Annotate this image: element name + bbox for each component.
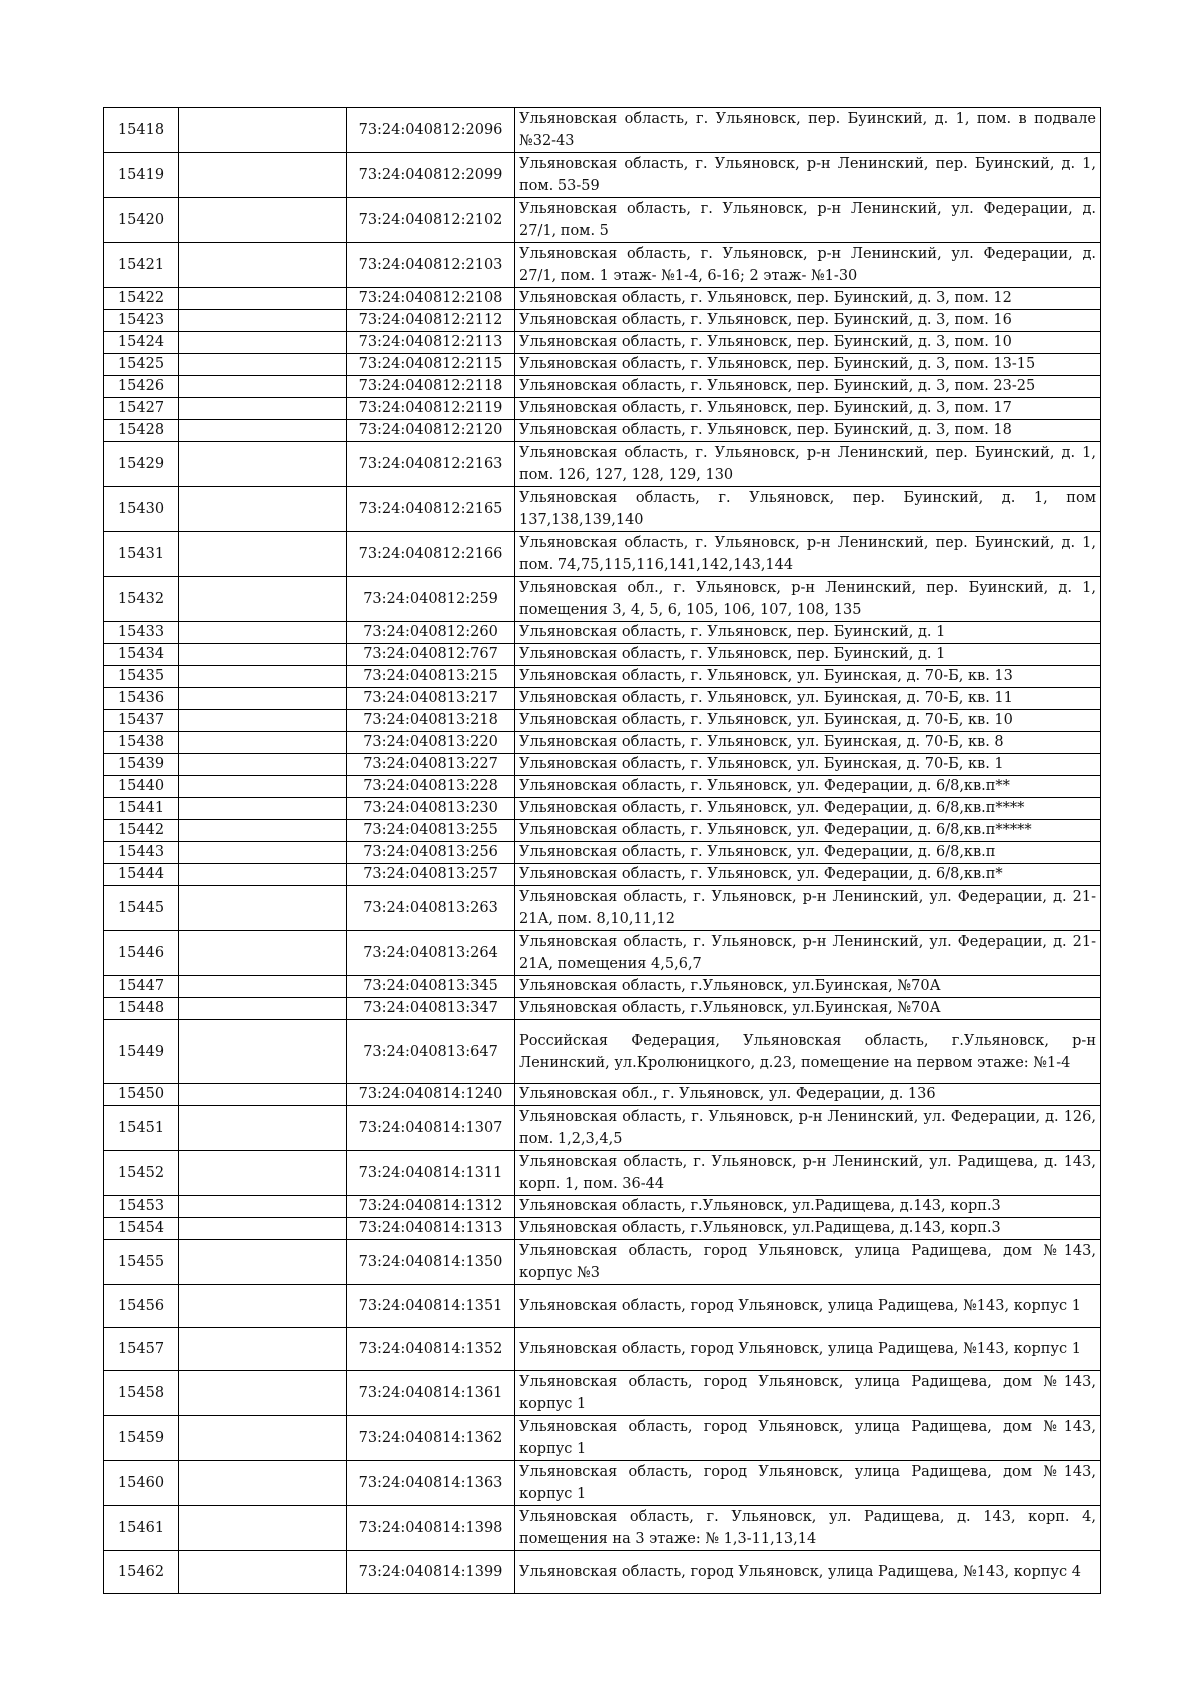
address: Ульяновская область, город Ульяновск, улица Радищева, №143, корпус 1 xyxy=(515,1285,1101,1328)
address: Ульяновская область, г. Ульяновск, ул. Буинская, д. 70-Б, кв. 10 xyxy=(515,710,1101,732)
address: Ульяновская область, г. Ульяновск, пер. Буинский, д. 3, пом. 10 xyxy=(515,332,1101,354)
empty-cell xyxy=(179,622,347,644)
empty-cell xyxy=(179,776,347,798)
address: Ульяновская область, г.Ульяновск, ул.Буинская, №70А xyxy=(515,998,1101,1020)
row-number: 15448 xyxy=(104,998,179,1020)
table-row xyxy=(104,666,1101,688)
empty-cell xyxy=(179,688,347,710)
cadastral-number: 73:24:040812:2102 xyxy=(347,198,515,243)
cadastral-number: 73:24:040812:2165 xyxy=(347,487,515,532)
cadastral-number: 73:24:040814:1311 xyxy=(347,1151,515,1196)
address: Ульяновская область, г. Ульяновск, ул. Буинская, д. 70-Б, кв. 1 xyxy=(515,754,1101,776)
cadastral-number: 73:24:040814:1399 xyxy=(347,1551,515,1594)
empty-cell xyxy=(179,108,347,153)
cadastral-number: 73:24:040812:2120 xyxy=(347,420,515,442)
cadastral-number: 73:24:040813:230 xyxy=(347,798,515,820)
address: Ульяновская область, г. Ульяновск, р-н Ленинский, ул. Федерации, д. 27/1, пом. 1 этаж- №1-4, 6-16; 2 этаж- №1-30 xyxy=(515,243,1101,288)
cadastral-number: 73:24:040814:1362 xyxy=(347,1416,515,1461)
cadastral-number: 73:24:040814:1363 xyxy=(347,1461,515,1506)
cadastral-number: 73:24:040812:2119 xyxy=(347,398,515,420)
cadastral-number: 73:24:040812:2112 xyxy=(347,310,515,332)
cadastral-number: 73:24:040813:217 xyxy=(347,688,515,710)
registry-table-body xyxy=(104,108,1101,1594)
cadastral-number: 73:24:040812:2163 xyxy=(347,442,515,487)
empty-cell xyxy=(179,577,347,622)
address: Ульяновская область, г. Ульяновск, пер. Буинский, д. 1, пом. в подвале №32-43 xyxy=(515,108,1101,153)
row-number: 15436 xyxy=(104,688,179,710)
address: Ульяновская область, г. Ульяновск, ул. Федерации, д. 6/8,кв.п***** xyxy=(515,820,1101,842)
address: Ульяновская обл., г. Ульяновск, ул. Федерации, д. 136 xyxy=(515,1084,1101,1106)
table-row xyxy=(104,420,1101,442)
empty-cell xyxy=(179,1461,347,1506)
table-row xyxy=(104,577,1101,622)
address: Ульяновская область, г. Ульяновск, ул. Буинская, д. 70-Б, кв. 11 xyxy=(515,688,1101,710)
row-number: 15461 xyxy=(104,1506,179,1551)
table-row xyxy=(104,1371,1101,1416)
cadastral-number: 73:24:040814:1307 xyxy=(347,1106,515,1151)
address: Ульяновская область, г.Ульяновск, ул.Буинская, №70А xyxy=(515,976,1101,998)
row-number: 15438 xyxy=(104,732,179,754)
cadastral-number: 73:24:040814:1351 xyxy=(347,1285,515,1328)
address: Ульяновская область, г. Ульяновск, пер. Буинский, д. 3, пом. 16 xyxy=(515,310,1101,332)
table-row xyxy=(104,1218,1101,1240)
row-number: 15447 xyxy=(104,976,179,998)
row-number: 15445 xyxy=(104,886,179,931)
empty-cell xyxy=(179,420,347,442)
empty-cell xyxy=(179,754,347,776)
address: Ульяновская область, г. Ульяновск, ул. Федерации, д. 6/8,кв.п**** xyxy=(515,798,1101,820)
row-number: 15425 xyxy=(104,354,179,376)
empty-cell xyxy=(179,886,347,931)
row-number: 15456 xyxy=(104,1285,179,1328)
row-number: 15420 xyxy=(104,198,179,243)
empty-cell xyxy=(179,1551,347,1594)
address: Ульяновская область, г. Ульяновск, р-н Ленинский, пер. Буинский, д. 1, пом. 53-59 xyxy=(515,153,1101,198)
row-number: 15443 xyxy=(104,842,179,864)
table-row xyxy=(104,153,1101,198)
empty-cell xyxy=(179,288,347,310)
cadastral-number: 73:24:040812:2103 xyxy=(347,243,515,288)
table-row xyxy=(104,1020,1101,1084)
address: Российская Федерация, Ульяновская область, г.Ульяновск, р-н Ленинский, ул.Кролюницкого, д.23, помещение на первом этаже: №1-4 xyxy=(515,1020,1101,1084)
cadastral-number: 73:24:040813:647 xyxy=(347,1020,515,1084)
row-number: 15418 xyxy=(104,108,179,153)
table-row xyxy=(104,820,1101,842)
table-row xyxy=(104,532,1101,577)
address: Ульяновская область, г. Ульяновск, р-н Ленинский, ул. Федерации, д. 21-21А, помещения 4,5,6,7 xyxy=(515,931,1101,976)
table-row xyxy=(104,842,1101,864)
row-number: 15442 xyxy=(104,820,179,842)
row-number: 15421 xyxy=(104,243,179,288)
cadastral-number: 73:24:040813:215 xyxy=(347,666,515,688)
cadastral-number: 73:24:040813:218 xyxy=(347,710,515,732)
row-number: 15460 xyxy=(104,1461,179,1506)
row-number: 15426 xyxy=(104,376,179,398)
table-row xyxy=(104,1328,1101,1371)
row-number: 15424 xyxy=(104,332,179,354)
row-number: 15419 xyxy=(104,153,179,198)
address: Ульяновская область, г. Ульяновск, пер. Буинский, д. 3, пом. 17 xyxy=(515,398,1101,420)
cadastral-number: 73:24:040812:2099 xyxy=(347,153,515,198)
table-row xyxy=(104,622,1101,644)
cadastral-number: 73:24:040814:1352 xyxy=(347,1328,515,1371)
table-row xyxy=(104,998,1101,1020)
row-number: 15430 xyxy=(104,487,179,532)
address: Ульяновская область, г. Ульяновск, ул. Буинская, д. 70-Б, кв. 13 xyxy=(515,666,1101,688)
address: Ульяновская область, город Ульяновск, улица Радищева, дом №143, корпус №3 xyxy=(515,1240,1101,1285)
row-number: 15423 xyxy=(104,310,179,332)
row-number: 15429 xyxy=(104,442,179,487)
row-number: 15428 xyxy=(104,420,179,442)
cadastral-number: 73:24:040814:1398 xyxy=(347,1506,515,1551)
table-row xyxy=(104,398,1101,420)
row-number: 15446 xyxy=(104,931,179,976)
cadastral-number: 73:24:040812:2118 xyxy=(347,376,515,398)
row-number: 15449 xyxy=(104,1020,179,1084)
cadastral-number: 73:24:040814:1312 xyxy=(347,1196,515,1218)
empty-cell xyxy=(179,153,347,198)
empty-cell xyxy=(179,842,347,864)
empty-cell xyxy=(179,931,347,976)
address: Ульяновская область, г. Ульяновск, пер. Буинский, д. 3, пом. 18 xyxy=(515,420,1101,442)
address: Ульяновская область, г. Ульяновск, пер. Буинский, д. 3, пом. 13-15 xyxy=(515,354,1101,376)
empty-cell xyxy=(179,710,347,732)
empty-cell xyxy=(179,1328,347,1371)
row-number: 15434 xyxy=(104,644,179,666)
address: Ульяновская область, г. Ульяновск, пер. Буинский, д. 1 xyxy=(515,622,1101,644)
cadastral-number: 73:24:040812:767 xyxy=(347,644,515,666)
cadastral-number: 73:24:040814:1240 xyxy=(347,1084,515,1106)
table-row xyxy=(104,108,1101,153)
cadastral-number: 73:24:040813:347 xyxy=(347,998,515,1020)
row-number: 15453 xyxy=(104,1196,179,1218)
table-row xyxy=(104,243,1101,288)
cadastral-number: 73:24:040812:2166 xyxy=(347,532,515,577)
row-number: 15462 xyxy=(104,1551,179,1594)
table-row xyxy=(104,798,1101,820)
table-row xyxy=(104,198,1101,243)
table-row xyxy=(104,288,1101,310)
cadastral-number: 73:24:040813:257 xyxy=(347,864,515,886)
row-number: 15432 xyxy=(104,577,179,622)
table-row xyxy=(104,931,1101,976)
address: Ульяновская область, г.Ульяновск, ул.Радищева, д.143, корп.3 xyxy=(515,1196,1101,1218)
row-number: 15458 xyxy=(104,1371,179,1416)
address: Ульяновская область, г. Ульяновск, ул. Буинская, д. 70-Б, кв. 8 xyxy=(515,732,1101,754)
row-number: 15457 xyxy=(104,1328,179,1371)
address: Ульяновская область, г. Ульяновск, пер. Буинский, д. 1 xyxy=(515,644,1101,666)
table-row xyxy=(104,332,1101,354)
table-row xyxy=(104,754,1101,776)
table-row xyxy=(104,376,1101,398)
cadastral-number: 73:24:040812:260 xyxy=(347,622,515,644)
table-row xyxy=(104,1461,1101,1506)
empty-cell xyxy=(179,1371,347,1416)
cadastral-number: 73:24:040813:264 xyxy=(347,931,515,976)
table-row xyxy=(104,864,1101,886)
empty-cell xyxy=(179,1416,347,1461)
row-number: 15431 xyxy=(104,532,179,577)
address: Ульяновская область, г. Ульяновск, ул. Федерации, д. 6/8,кв.п* xyxy=(515,864,1101,886)
table-row xyxy=(104,1416,1101,1461)
empty-cell xyxy=(179,1506,347,1551)
empty-cell xyxy=(179,532,347,577)
address: Ульяновская область, г. Ульяновск, р-н Ленинский, ул. Федерации, д. 126, пом. 1,2,3,4,5 xyxy=(515,1106,1101,1151)
table-row xyxy=(104,644,1101,666)
cadastral-number: 73:24:040813:220 xyxy=(347,732,515,754)
address: Ульяновская область, г. Ульяновск, р-н Ленинский, ул. Радищева, д. 143, корп. 1, пом. 36-44 xyxy=(515,1151,1101,1196)
empty-cell xyxy=(179,998,347,1020)
row-number: 15454 xyxy=(104,1218,179,1240)
table-row xyxy=(104,1196,1101,1218)
row-number: 15437 xyxy=(104,710,179,732)
cadastral-number: 73:24:040813:227 xyxy=(347,754,515,776)
row-number: 15422 xyxy=(104,288,179,310)
cadastral-number: 73:24:040814:1361 xyxy=(347,1371,515,1416)
table-row xyxy=(104,886,1101,931)
table-row xyxy=(104,310,1101,332)
address: Ульяновская область, г. Ульяновск, пер. Буинский, д. 3, пом. 23-25 xyxy=(515,376,1101,398)
address: Ульяновская область, г.Ульяновск, ул.Радищева, д.143, корп.3 xyxy=(515,1218,1101,1240)
address: Ульяновская область, город Ульяновск, улица Радищева, №143, корпус 4 xyxy=(515,1551,1101,1594)
empty-cell xyxy=(179,732,347,754)
cadastral-number: 73:24:040814:1313 xyxy=(347,1218,515,1240)
address: Ульяновская обл., г. Ульяновск, р-н Ленинский, пер. Буинский, д. 1, помещения 3, 4, 5, 6, 105, 106, 107, 108, 135 xyxy=(515,577,1101,622)
address: Ульяновская область, г. Ульяновск, ул. Федерации, д. 6/8,кв.п** xyxy=(515,776,1101,798)
row-number: 15444 xyxy=(104,864,179,886)
empty-cell xyxy=(179,310,347,332)
cadastral-number: 73:24:040814:1350 xyxy=(347,1240,515,1285)
table-row xyxy=(104,1551,1101,1594)
address: Ульяновская область, город Ульяновск, улица Радищева, дом №143, корпус 1 xyxy=(515,1461,1101,1506)
empty-cell xyxy=(179,644,347,666)
address: Ульяновская область, г. Ульяновск, р-н Ленинский, пер. Буинский, д. 1, пом. 74,75,115,116,141,142,143,144 xyxy=(515,532,1101,577)
empty-cell xyxy=(179,798,347,820)
empty-cell xyxy=(179,332,347,354)
empty-cell xyxy=(179,1240,347,1285)
address: Ульяновская область, город Ульяновск, улица Радищева, дом №143, корпус 1 xyxy=(515,1371,1101,1416)
address: Ульяновская область, г. Ульяновск, р-н Ленинский, ул. Федерации, д. 21-21А, пом. 8,10,11,12 xyxy=(515,886,1101,931)
table-row xyxy=(104,976,1101,998)
empty-cell xyxy=(179,1196,347,1218)
address: Ульяновская область, г. Ульяновск, ул. Федерации, д. 6/8,кв.п xyxy=(515,842,1101,864)
cadastral-number: 73:24:040813:263 xyxy=(347,886,515,931)
table-row xyxy=(104,1285,1101,1328)
empty-cell xyxy=(179,376,347,398)
row-number: 15433 xyxy=(104,622,179,644)
table-row xyxy=(104,776,1101,798)
empty-cell xyxy=(179,442,347,487)
table-row xyxy=(104,1151,1101,1196)
row-number: 15450 xyxy=(104,1084,179,1106)
address: Ульяновская область, г. Ульяновск, ул. Радищева, д. 143, корп. 4, помещения на 3 этаже: № 1,3-11,13,14 xyxy=(515,1506,1101,1551)
empty-cell xyxy=(179,666,347,688)
row-number: 15427 xyxy=(104,398,179,420)
empty-cell xyxy=(179,1285,347,1328)
cadastral-number: 73:24:040813:256 xyxy=(347,842,515,864)
table-row xyxy=(104,487,1101,532)
empty-cell xyxy=(179,487,347,532)
cadastral-number: 73:24:040812:2115 xyxy=(347,354,515,376)
table-row xyxy=(104,1506,1101,1551)
table-row xyxy=(104,354,1101,376)
empty-cell xyxy=(179,354,347,376)
cadastral-number: 73:24:040812:259 xyxy=(347,577,515,622)
empty-cell xyxy=(179,864,347,886)
row-number: 15452 xyxy=(104,1151,179,1196)
address: Ульяновская область, город Ульяновск, улица Радищева, дом №143, корпус 1 xyxy=(515,1416,1101,1461)
empty-cell xyxy=(179,198,347,243)
empty-cell xyxy=(179,1151,347,1196)
empty-cell xyxy=(179,1084,347,1106)
empty-cell xyxy=(179,976,347,998)
registry-table xyxy=(103,107,1101,1594)
address: Ульяновская область, город Ульяновск, улица Радищева, №143, корпус 1 xyxy=(515,1328,1101,1371)
row-number: 15441 xyxy=(104,798,179,820)
address: Ульяновская область, г. Ульяновск, р-н Ленинский, пер. Буинский, д. 1, пом. 126, 127, 128, 129, 130 xyxy=(515,442,1101,487)
cadastral-number: 73:24:040812:2108 xyxy=(347,288,515,310)
table-row xyxy=(104,442,1101,487)
row-number: 15459 xyxy=(104,1416,179,1461)
empty-cell xyxy=(179,1106,347,1151)
cadastral-number: 73:24:040813:345 xyxy=(347,976,515,998)
row-number: 15435 xyxy=(104,666,179,688)
cadastral-number: 73:24:040812:2113 xyxy=(347,332,515,354)
row-number: 15451 xyxy=(104,1106,179,1151)
table-row xyxy=(104,732,1101,754)
empty-cell xyxy=(179,1218,347,1240)
cadastral-number: 73:24:040813:228 xyxy=(347,776,515,798)
table-row xyxy=(104,1106,1101,1151)
row-number: 15440 xyxy=(104,776,179,798)
empty-cell xyxy=(179,398,347,420)
address: Ульяновская область, г. Ульяновск, пер. Буинский, д. 1, пом 137,138,139,140 xyxy=(515,487,1101,532)
address: Ульяновская область, г. Ульяновск, пер. Буинский, д. 3, пом. 12 xyxy=(515,288,1101,310)
empty-cell xyxy=(179,1020,347,1084)
table-row xyxy=(104,710,1101,732)
row-number: 15439 xyxy=(104,754,179,776)
table-row xyxy=(104,1240,1101,1285)
row-number: 15455 xyxy=(104,1240,179,1285)
empty-cell xyxy=(179,243,347,288)
table-row xyxy=(104,688,1101,710)
table-row xyxy=(104,1084,1101,1106)
empty-cell xyxy=(179,820,347,842)
cadastral-number: 73:24:040812:2096 xyxy=(347,108,515,153)
address: Ульяновская область, г. Ульяновск, р-н Ленинский, ул. Федерации, д. 27/1, пом. 5 xyxy=(515,198,1101,243)
cadastral-number: 73:24:040813:255 xyxy=(347,820,515,842)
